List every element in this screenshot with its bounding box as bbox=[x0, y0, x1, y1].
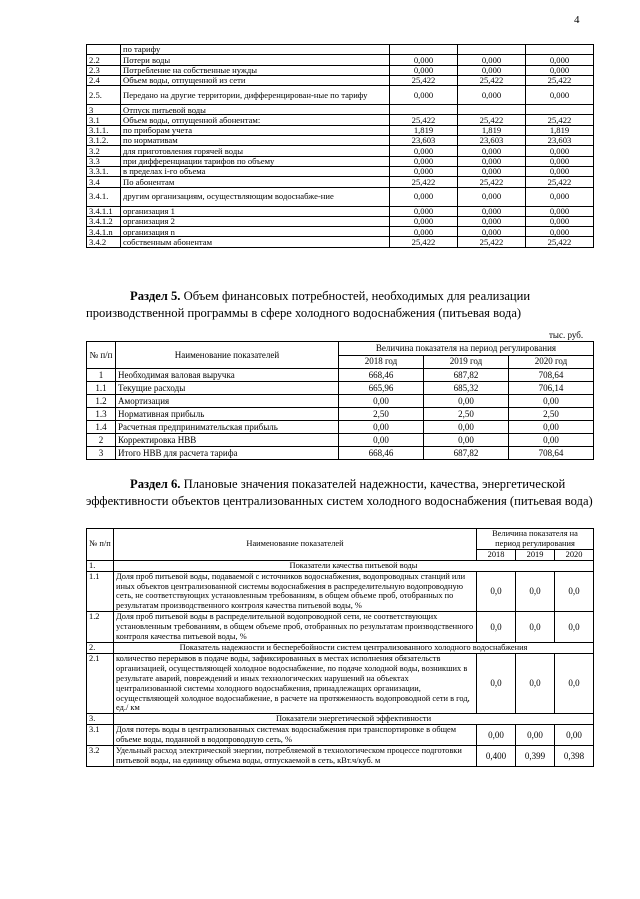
row-value: 708,64 bbox=[508, 447, 593, 460]
table-row bbox=[87, 746, 594, 767]
table-row bbox=[87, 105, 594, 115]
row-value: 685,32 bbox=[423, 382, 508, 395]
row-value: 668,46 bbox=[339, 447, 424, 460]
row-value: 0,000 bbox=[526, 86, 594, 105]
row-value: 23,603 bbox=[390, 136, 458, 146]
row-value: 0,0 bbox=[477, 653, 516, 713]
row-value: 665,96 bbox=[339, 382, 424, 395]
row-value bbox=[458, 105, 526, 115]
row-name: для приготовления горячей воды bbox=[121, 146, 390, 156]
water-volume-table bbox=[86, 44, 594, 248]
row-value: 0,000 bbox=[390, 166, 458, 176]
row-code: 2.3 bbox=[87, 65, 121, 75]
row-code bbox=[87, 45, 121, 55]
row-value: 25,422 bbox=[458, 115, 526, 125]
row-value: 0,000 bbox=[526, 146, 594, 156]
header-period: Величина показателя на период регулирования bbox=[339, 342, 594, 356]
row-value: 0,000 bbox=[458, 166, 526, 176]
group-row bbox=[87, 642, 594, 653]
row-value: 25,422 bbox=[458, 177, 526, 187]
table-row bbox=[87, 146, 594, 156]
row-value: 2,50 bbox=[423, 408, 508, 421]
table-row bbox=[87, 45, 594, 55]
group-title: Показатели качества питьевой воды bbox=[114, 560, 594, 571]
table-row bbox=[87, 653, 594, 713]
row-value: 0,000 bbox=[390, 206, 458, 216]
row-name: Объем воды, отпущенной из сети bbox=[121, 75, 390, 85]
section-6-title: Плановые значения показателей надежности, качества, энергетической эффективности объектов централизованных систем холодного водоснабжения (питьевая вода) bbox=[86, 477, 593, 508]
table-row bbox=[87, 86, 594, 105]
row-code: 3.4.1.1 bbox=[87, 206, 121, 216]
row-value: 0,000 bbox=[458, 86, 526, 105]
header-name: Наименование показателей bbox=[114, 529, 477, 561]
row-code: 3.4 bbox=[87, 177, 121, 187]
table-row bbox=[87, 447, 594, 460]
table-row bbox=[87, 187, 594, 206]
row-code: 2 bbox=[87, 434, 116, 447]
row-value: 0,000 bbox=[458, 146, 526, 156]
row-value: 687,82 bbox=[423, 447, 508, 460]
row-name: Удельный расход электрической энергии, потребляемой в технологическом процессе подготовки питьевой воды, на единицу объема воды, отпускаемой в сеть, кВт.ч/куб. м bbox=[114, 746, 477, 767]
unit-label: тыс. руб. bbox=[549, 330, 584, 340]
table-row bbox=[87, 136, 594, 146]
row-value: 0,000 bbox=[526, 187, 594, 206]
row-value: 0,0 bbox=[477, 571, 516, 612]
group-code: 3. bbox=[87, 714, 114, 725]
row-code: 3.4.1. bbox=[87, 187, 121, 206]
section-6-heading bbox=[86, 476, 596, 510]
table-row bbox=[87, 156, 594, 166]
row-name: количество перерывов в подаче воды, зафиксированных в местах исполнения обязательств организацией, осуществляющей холодное водоснабжение, по подаче холодной воды, возникших в результате аварий, повреждений и иных технологических нарушений на объектах централизованной системы холодного водоснабжения, принадлежащих организации, осуществляющей холодное водоснабжение, в расчете на протяженность водопроводной сети в год, ед./ км bbox=[114, 653, 477, 713]
table-row bbox=[87, 115, 594, 125]
row-value: 2,50 bbox=[339, 408, 424, 421]
row-name: собственным абонентам bbox=[121, 237, 390, 247]
group-title: Показатели энергетической эффективности bbox=[114, 714, 594, 725]
row-value: 0,400 bbox=[477, 746, 516, 767]
section-5-label: Раздел 5. bbox=[130, 289, 181, 303]
row-code: 3.1.2. bbox=[87, 136, 121, 146]
row-value: 0,00 bbox=[339, 395, 424, 408]
row-code: 3.1.1. bbox=[87, 125, 121, 135]
group-row bbox=[87, 714, 594, 725]
row-value: 0,00 bbox=[508, 395, 593, 408]
table-row bbox=[87, 612, 594, 643]
row-value: 23,603 bbox=[526, 136, 594, 146]
row-value: 0,000 bbox=[458, 227, 526, 237]
header-year: 2018 bbox=[477, 549, 516, 560]
row-name: другим организациям, осуществляющим водоснабже-ние bbox=[121, 187, 390, 206]
row-name: по тарифу bbox=[121, 45, 390, 55]
table-row bbox=[87, 55, 594, 65]
row-name: организация 2 bbox=[121, 216, 390, 226]
row-value: 0,000 bbox=[390, 65, 458, 75]
row-name: Передано на другие территории, дифференцирован-ные по тарифу bbox=[121, 86, 390, 105]
table-row bbox=[87, 369, 594, 382]
row-value: 23,603 bbox=[458, 136, 526, 146]
row-code: 2.5. bbox=[87, 86, 121, 105]
row-value: 0,00 bbox=[423, 434, 508, 447]
header-year: 2019 год bbox=[423, 355, 508, 369]
header-number: № п/п bbox=[87, 529, 114, 561]
row-code: 3.3 bbox=[87, 156, 121, 166]
row-code: 1.2 bbox=[87, 612, 114, 643]
row-value: 0,000 bbox=[458, 187, 526, 206]
row-name: Потери воды bbox=[121, 55, 390, 65]
row-code: 1.1 bbox=[87, 382, 116, 395]
row-value: 668,46 bbox=[339, 369, 424, 382]
row-name: По абонентам bbox=[121, 177, 390, 187]
row-code: 3.1 bbox=[87, 115, 121, 125]
row-value bbox=[526, 105, 594, 115]
table-row bbox=[87, 395, 594, 408]
row-value: 0,00 bbox=[508, 421, 593, 434]
row-value: 0,000 bbox=[458, 206, 526, 216]
table-row bbox=[87, 216, 594, 226]
row-value: 0,000 bbox=[458, 55, 526, 65]
header-year: 2020 год bbox=[508, 355, 593, 369]
row-value: 1,819 bbox=[526, 125, 594, 135]
row-value: 0,000 bbox=[390, 187, 458, 206]
row-value: 0,000 bbox=[390, 55, 458, 65]
row-value: 0,000 bbox=[526, 206, 594, 216]
row-name: Корректировка НВВ bbox=[116, 434, 339, 447]
header-year: 2018 год bbox=[339, 355, 424, 369]
group-code: 2. bbox=[87, 642, 114, 653]
row-name: организация 1 bbox=[121, 206, 390, 216]
section-6-label: Раздел 6. bbox=[130, 477, 181, 491]
row-value: 25,422 bbox=[526, 75, 594, 85]
table-row bbox=[87, 65, 594, 75]
row-value: 0,000 bbox=[390, 146, 458, 156]
row-value: 25,422 bbox=[526, 115, 594, 125]
row-value: 0,000 bbox=[390, 227, 458, 237]
row-value: 0,0 bbox=[555, 612, 594, 643]
table-row bbox=[87, 177, 594, 187]
row-name: Потребление на собственные нужды bbox=[121, 65, 390, 75]
row-code: 1 bbox=[87, 369, 116, 382]
row-name: Необходимая валовая выручка bbox=[116, 369, 339, 382]
table-row bbox=[87, 408, 594, 421]
header-year: 2020 bbox=[555, 549, 594, 560]
row-code: 1.1 bbox=[87, 571, 114, 612]
row-value: 0,000 bbox=[390, 216, 458, 226]
row-name: Амортизация bbox=[116, 395, 339, 408]
row-value: 0,00 bbox=[508, 434, 593, 447]
row-value: 0,000 bbox=[526, 227, 594, 237]
row-value: 0,000 bbox=[526, 216, 594, 226]
row-value: 25,422 bbox=[526, 237, 594, 247]
indicators-table bbox=[86, 528, 594, 767]
row-value: 0,000 bbox=[526, 166, 594, 176]
table-row bbox=[87, 166, 594, 176]
row-value: 0,0 bbox=[555, 571, 594, 612]
row-value: 0,000 bbox=[526, 156, 594, 166]
row-code: 3 bbox=[87, 105, 121, 115]
financial-needs-table bbox=[86, 341, 594, 460]
header-number: № п/п bbox=[87, 342, 116, 369]
row-value: 0,00 bbox=[339, 421, 424, 434]
row-name: Отпуск питьевой воды bbox=[121, 105, 390, 115]
row-code: 3 bbox=[87, 447, 116, 460]
row-value: 0,00 bbox=[477, 725, 516, 746]
row-code: 2.2 bbox=[87, 55, 121, 65]
row-value: 0,0 bbox=[477, 612, 516, 643]
row-value: 2,50 bbox=[508, 408, 593, 421]
row-value: 25,422 bbox=[390, 115, 458, 125]
row-code: 3.2 bbox=[87, 746, 114, 767]
row-value: 708,64 bbox=[508, 369, 593, 382]
row-name: Доля проб питьевой воды, подаваемой с источников водоснабжения, водопроводных станций или иных объектов централизованной системы водоснабжения в распределительную водопроводную сеть, не соответствующих установленным требованиям, в общем объеме проб, отобранных по результатам производственного контроля качества питьевой воды, % bbox=[114, 571, 477, 612]
row-value: 25,422 bbox=[390, 177, 458, 187]
row-name: Расчетная предпринимательская прибыль bbox=[116, 421, 339, 434]
row-value: 0,0 bbox=[555, 653, 594, 713]
row-code: 3.1 bbox=[87, 725, 114, 746]
row-value: 25,422 bbox=[458, 237, 526, 247]
row-value: 0,00 bbox=[423, 421, 508, 434]
header-year: 2019 bbox=[516, 549, 555, 560]
group-row bbox=[87, 560, 594, 571]
row-value: 0,000 bbox=[390, 156, 458, 166]
row-value bbox=[390, 45, 458, 55]
row-name: Объем воды, отпущенной абонентам: bbox=[121, 115, 390, 125]
row-name: в пределах i-го объема bbox=[121, 166, 390, 176]
header-name: Наименование показателей bbox=[116, 342, 339, 369]
row-code: 3.4.1.2 bbox=[87, 216, 121, 226]
row-value: 0,000 bbox=[458, 156, 526, 166]
row-code: 2.1 bbox=[87, 653, 114, 713]
row-value bbox=[458, 45, 526, 55]
row-value: 0,00 bbox=[516, 725, 555, 746]
row-value bbox=[526, 45, 594, 55]
row-code: 1.4 bbox=[87, 421, 116, 434]
row-value: 25,422 bbox=[390, 237, 458, 247]
section-5-title: Объем финансовых потребностей, необходимых для реализации производственной программы в сфере холодного водоснабжения (питьевая вода) bbox=[86, 289, 531, 320]
row-name: Нормативная прибыль bbox=[116, 408, 339, 421]
row-name: Доля потерь воды в централизованных системах водоснабжения при транспортировке в общем объеме воды, поданной в водопроводную сеть, % bbox=[114, 725, 477, 746]
row-value: 0,000 bbox=[526, 55, 594, 65]
row-name: Текущие расходы bbox=[116, 382, 339, 395]
row-name: по приборам учета bbox=[121, 125, 390, 135]
header-period: Величина показателя на период регулирования bbox=[477, 529, 594, 550]
row-value: 25,422 bbox=[458, 75, 526, 85]
row-value: 0,000 bbox=[526, 65, 594, 75]
row-value: 0,00 bbox=[423, 395, 508, 408]
table-row bbox=[87, 421, 594, 434]
group-code: 1. bbox=[87, 560, 114, 571]
row-value: 0,000 bbox=[458, 216, 526, 226]
table-row bbox=[87, 227, 594, 237]
row-code: 3.3.1. bbox=[87, 166, 121, 176]
row-name: организация n bbox=[121, 227, 390, 237]
row-value: 0,399 bbox=[516, 746, 555, 767]
row-value: 0,0 bbox=[516, 612, 555, 643]
row-name: Доля проб питьевой воды в распределительной водопроводной сети, не соответствующих установленным требованиям, в общем объеме проб, отобранных по результатам производственного контроля качества питьевой воды, % bbox=[114, 612, 477, 643]
table-row bbox=[87, 237, 594, 247]
row-name: при дифференциации тарифов по объему bbox=[121, 156, 390, 166]
row-value: 1,819 bbox=[458, 125, 526, 135]
row-value: 0,0 bbox=[516, 571, 555, 612]
row-code: 1.2 bbox=[87, 395, 116, 408]
row-value: 25,422 bbox=[526, 177, 594, 187]
table-row bbox=[87, 725, 594, 746]
row-name: Итого НВВ для расчета тарифа bbox=[116, 447, 339, 460]
row-value: 1,819 bbox=[390, 125, 458, 135]
table-row bbox=[87, 75, 594, 85]
row-code: 3.4.2 bbox=[87, 237, 121, 247]
table-row bbox=[87, 571, 594, 612]
row-value: 0,000 bbox=[390, 86, 458, 105]
row-value: 0,000 bbox=[458, 65, 526, 75]
table-row bbox=[87, 125, 594, 135]
row-value: 706,14 bbox=[508, 382, 593, 395]
table-row bbox=[87, 206, 594, 216]
row-value: 0,00 bbox=[555, 725, 594, 746]
row-code: 2.4 bbox=[87, 75, 121, 85]
row-code: 1.3 bbox=[87, 408, 116, 421]
row-code: 3.2 bbox=[87, 146, 121, 156]
table-row bbox=[87, 434, 594, 447]
row-value: 25,422 bbox=[390, 75, 458, 85]
group-title: Показатель надежности и бесперебойности систем централизованного холодного водоснабжения bbox=[114, 642, 594, 653]
row-value: 687,82 bbox=[423, 369, 508, 382]
row-value bbox=[390, 105, 458, 115]
row-value: 0,0 bbox=[516, 653, 555, 713]
section-5-heading bbox=[86, 288, 596, 322]
table-row bbox=[87, 382, 594, 395]
row-name: по нормативам bbox=[121, 136, 390, 146]
row-value: 0,00 bbox=[339, 434, 424, 447]
row-code: 3.4.1.n bbox=[87, 227, 121, 237]
row-value: 0,398 bbox=[555, 746, 594, 767]
page-number: 4 bbox=[574, 14, 580, 26]
